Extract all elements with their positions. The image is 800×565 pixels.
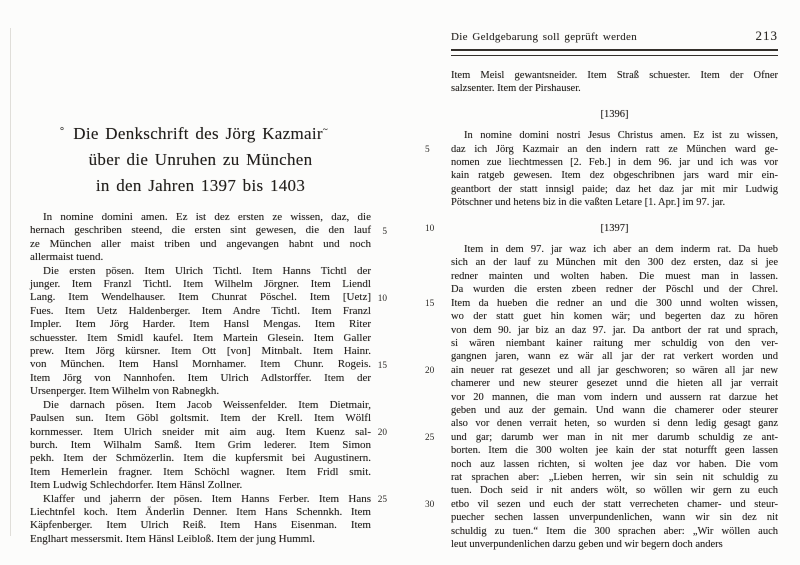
line-number: 10: [425, 224, 435, 235]
text-line: und gar; darumb wer man in nit mer darumb schuldig ze ant- 25: [451, 431, 778, 444]
page-number: 213: [755, 28, 778, 43]
right-page-text: [425, 69, 778, 551]
text-line: puecher sechen lassen unverpundenlichen, wann wir sin dez nit: [451, 512, 778, 524]
section-heading: [1397] 10: [451, 222, 778, 235]
text-line: kornmesser. Item Ulrich sneider mit aim aug. Item Kuenz sal- 20: [30, 426, 371, 439]
book-title-line: [30, 121, 371, 147]
text-line: nomen zue liechtmessen [2. Feb.] in dem 96. jar und ich was vor: [451, 157, 778, 169]
text-line: ain neuer rat gesezet und all jar geschworen; so wären all jar new 20: [451, 364, 778, 377]
line-number: 25: [425, 433, 435, 444]
text-line: geantbort der statt innsigl paide; daz het daz jar mit mir Ludwig: [451, 183, 778, 195]
text-line: si wären niembant kainer raitung mer schuldig von den ver-: [451, 337, 778, 349]
footnote-mark-degree: °: [60, 126, 64, 137]
line-number: 5: [382, 226, 387, 237]
right-page: [425, 28, 778, 551]
text-line: gangnen jaren, wann ez wär all jar der rat verkert worden und: [451, 351, 778, 363]
text-line: rat sprachen aber: „Lieben herren, wir sin sein nit schuldig zu: [451, 471, 778, 483]
text-line: borten. Item die 300 wolten jee kain der stat noturfft geen lassen: [451, 445, 778, 457]
text-line: redner mainten und wolten haben. Die muest man in lassen.: [451, 270, 778, 282]
footnote-mark-tilde: ~: [322, 124, 328, 135]
text-line: Englhart messersmit. Item Hänsl Leibloß. Item der jung Humml.: [30, 532, 316, 545]
text-line: Paulsen sun. Item Göbl goltsmit. Item der Krell. Item Wölfl: [30, 412, 371, 425]
line-number: 15: [377, 360, 387, 371]
text-line: ze München aller maist triben und angevangen habnt und noch: [30, 237, 371, 250]
text-line: hernach geschriben steend, die ersten sint gewesen, die den lauf 5: [30, 224, 371, 237]
book-title: [30, 121, 371, 199]
text-line: sich an der lauf zu München mit den 300 dez ersten, daz si jee: [451, 257, 778, 269]
line-number: 20: [425, 366, 435, 377]
line-number: 30: [425, 500, 435, 511]
running-head-title: Die Geldgebarung soll geprüft werden: [451, 31, 638, 43]
text-line: Die darnach pösen. Item Jacob Weissenfelder. Item Dietmair,: [43, 398, 371, 411]
text-line: daz ich Jörg Kazmair an den indern ratt ze München ward ge- 5: [451, 143, 778, 156]
line-number: 20: [377, 428, 387, 438]
text-line: Da wurden die ersten zbeen redner der Pöschl und der Chrel.: [451, 284, 778, 296]
text-line: Item Hemerlein fragner. Item Schöchl wagner. Item Fridl smit.: [30, 465, 371, 478]
text-line: tuen. Doch seid ir nit anders wölt, so wöllen wir gern zu euch: [451, 485, 778, 497]
text-line: Die ersten pösen. Item Ulrich Tichtl. Item Hanns Tichtl der: [43, 264, 371, 277]
text-line: schuesster. Item Smidl kaufel. Item Martein Glesein. Item Galler: [30, 331, 371, 344]
text-line: geben und auz der gemain. Und wann die chamerer oder steurer: [451, 404, 778, 416]
running-header: [451, 28, 778, 44]
section-heading: [1396]: [600, 108, 629, 120]
left-page: [30, 121, 387, 546]
book-title-line: über die Unruhen zu München: [88, 150, 313, 169]
text-line: Käpfenberger. Item Ulrich Reiß. Item Hans Eisenman. Item: [30, 519, 371, 532]
text-line: Item da hueben die redner an und die 300 unnd wolten wissen, 15: [451, 297, 778, 310]
text-line: pekh. Item der Schmözerlin. Item die kupfersmit bei Augustinern.: [30, 452, 371, 465]
text-line: Impler. Item Jörg Harder. Item Hansl Mengas. Item Riter: [30, 318, 371, 331]
text-line: also vor denen verrait heten, so wurden si denn ledig gesagt ganz: [451, 418, 778, 430]
text-line: Fues. Item Uetz Haldenberger. Item Andre Tichtl. Item Franzl: [30, 304, 371, 317]
book-title-line: in den Jahren 1397 bis 1403: [95, 176, 306, 195]
text-line: kain ratgeb gewesen. Item dez obgeschribnen jars ward mir ein-: [451, 170, 778, 182]
text-line: Pötschner und hetens biz in die vaßten Letare [1. Apr.] im 97. jar.: [451, 197, 726, 209]
text-line: In nomine domini amen. Ez ist dez ersten ze wissen, daz, die: [43, 211, 371, 223]
line-number: 10: [377, 293, 387, 304]
text-line: von dem 90. jar biz an daz 97. jar. Da antbort der rat und sprach,: [451, 324, 778, 336]
text-line: Item in dem 97. jar waz ich aber an dem inderm rat. Da hueb: [464, 244, 778, 256]
text-line: prew. Item Jörg kürsner. Item Ott [von] Mitnbalt. Item Hainr.: [30, 345, 371, 358]
text-line: schuldig zu tuen.“ Item die 300 sprachen aber: „Wir wöllen auch: [451, 525, 778, 537]
text-line: Lang. Item Wendelhauser. Item Chunrat Pöschel. Item [Uetz] 10: [30, 291, 371, 304]
line-number: 25: [377, 495, 387, 506]
text-line: Item Jörg von Nannhofen. Item Ulrich Adlstorffer. Item der: [30, 371, 371, 384]
text-line: leut unverpundenlichen darzu geben und wir begern doch anders: [451, 539, 723, 550]
text-line: burch. Item Wilhalm Samß. Item Grim lederer. Item Simon: [30, 438, 371, 451]
page-edge: [10, 28, 11, 536]
text-line: Item Meisl gewantsneider. Item Straß schuester. Item der Ofner: [451, 70, 778, 81]
text-line: salzsenter. Item der Pirshauser.: [451, 83, 581, 95]
text-line: vor 20 mannen, die man vom indern und aussern rat darzue het: [451, 391, 778, 403]
text-line: Ursenperger. Item Wilhelm von Rabnegkh.: [30, 385, 220, 398]
text-line: etbo vil sezen und euch der statt verrecheten chamer- und steur- 30: [451, 498, 778, 511]
book-title-text: Die Denkschrift des Jörg Kazmair: [73, 124, 323, 143]
header-rule: [451, 49, 778, 56]
text-line: junger. Item Franzl Tichtl. Item Wilhelm Jörgner. Item Liendl: [30, 278, 371, 291]
line-number: 15: [425, 299, 435, 310]
text-line: allermaist tuend.: [30, 251, 104, 264]
text-line: chamerer und new steurer gesezet unnd die hieten all jar verrait: [451, 378, 778, 390]
text-line: In nomine domini nostri Jesus Christus amen. Ez ist zu wissen,: [464, 130, 778, 142]
text-line: Klaffer und jaherrn der pösen. Item Hanns Ferber. Item Hans 25: [30, 493, 371, 506]
text-line: wo der statt guet hin komen wär; und begerten daz zu hören: [451, 311, 778, 323]
text-line: noch auz lassen richten, si wolten jee daz vor haben. Die vom: [451, 458, 778, 470]
left-page-text: [30, 211, 387, 546]
text-line: Liechtnfel koch. Item Änderlin Denner. Item Hans Schennkh. Item: [30, 505, 371, 518]
text-line: Item Ludwig Schlechdorfer. Item Hänsl Zollner.: [30, 479, 243, 492]
text-line: von München. Item Hansl Mornhamer. Item Chunr. Rogeis. 15: [30, 358, 371, 371]
line-number: 5: [425, 145, 430, 156]
